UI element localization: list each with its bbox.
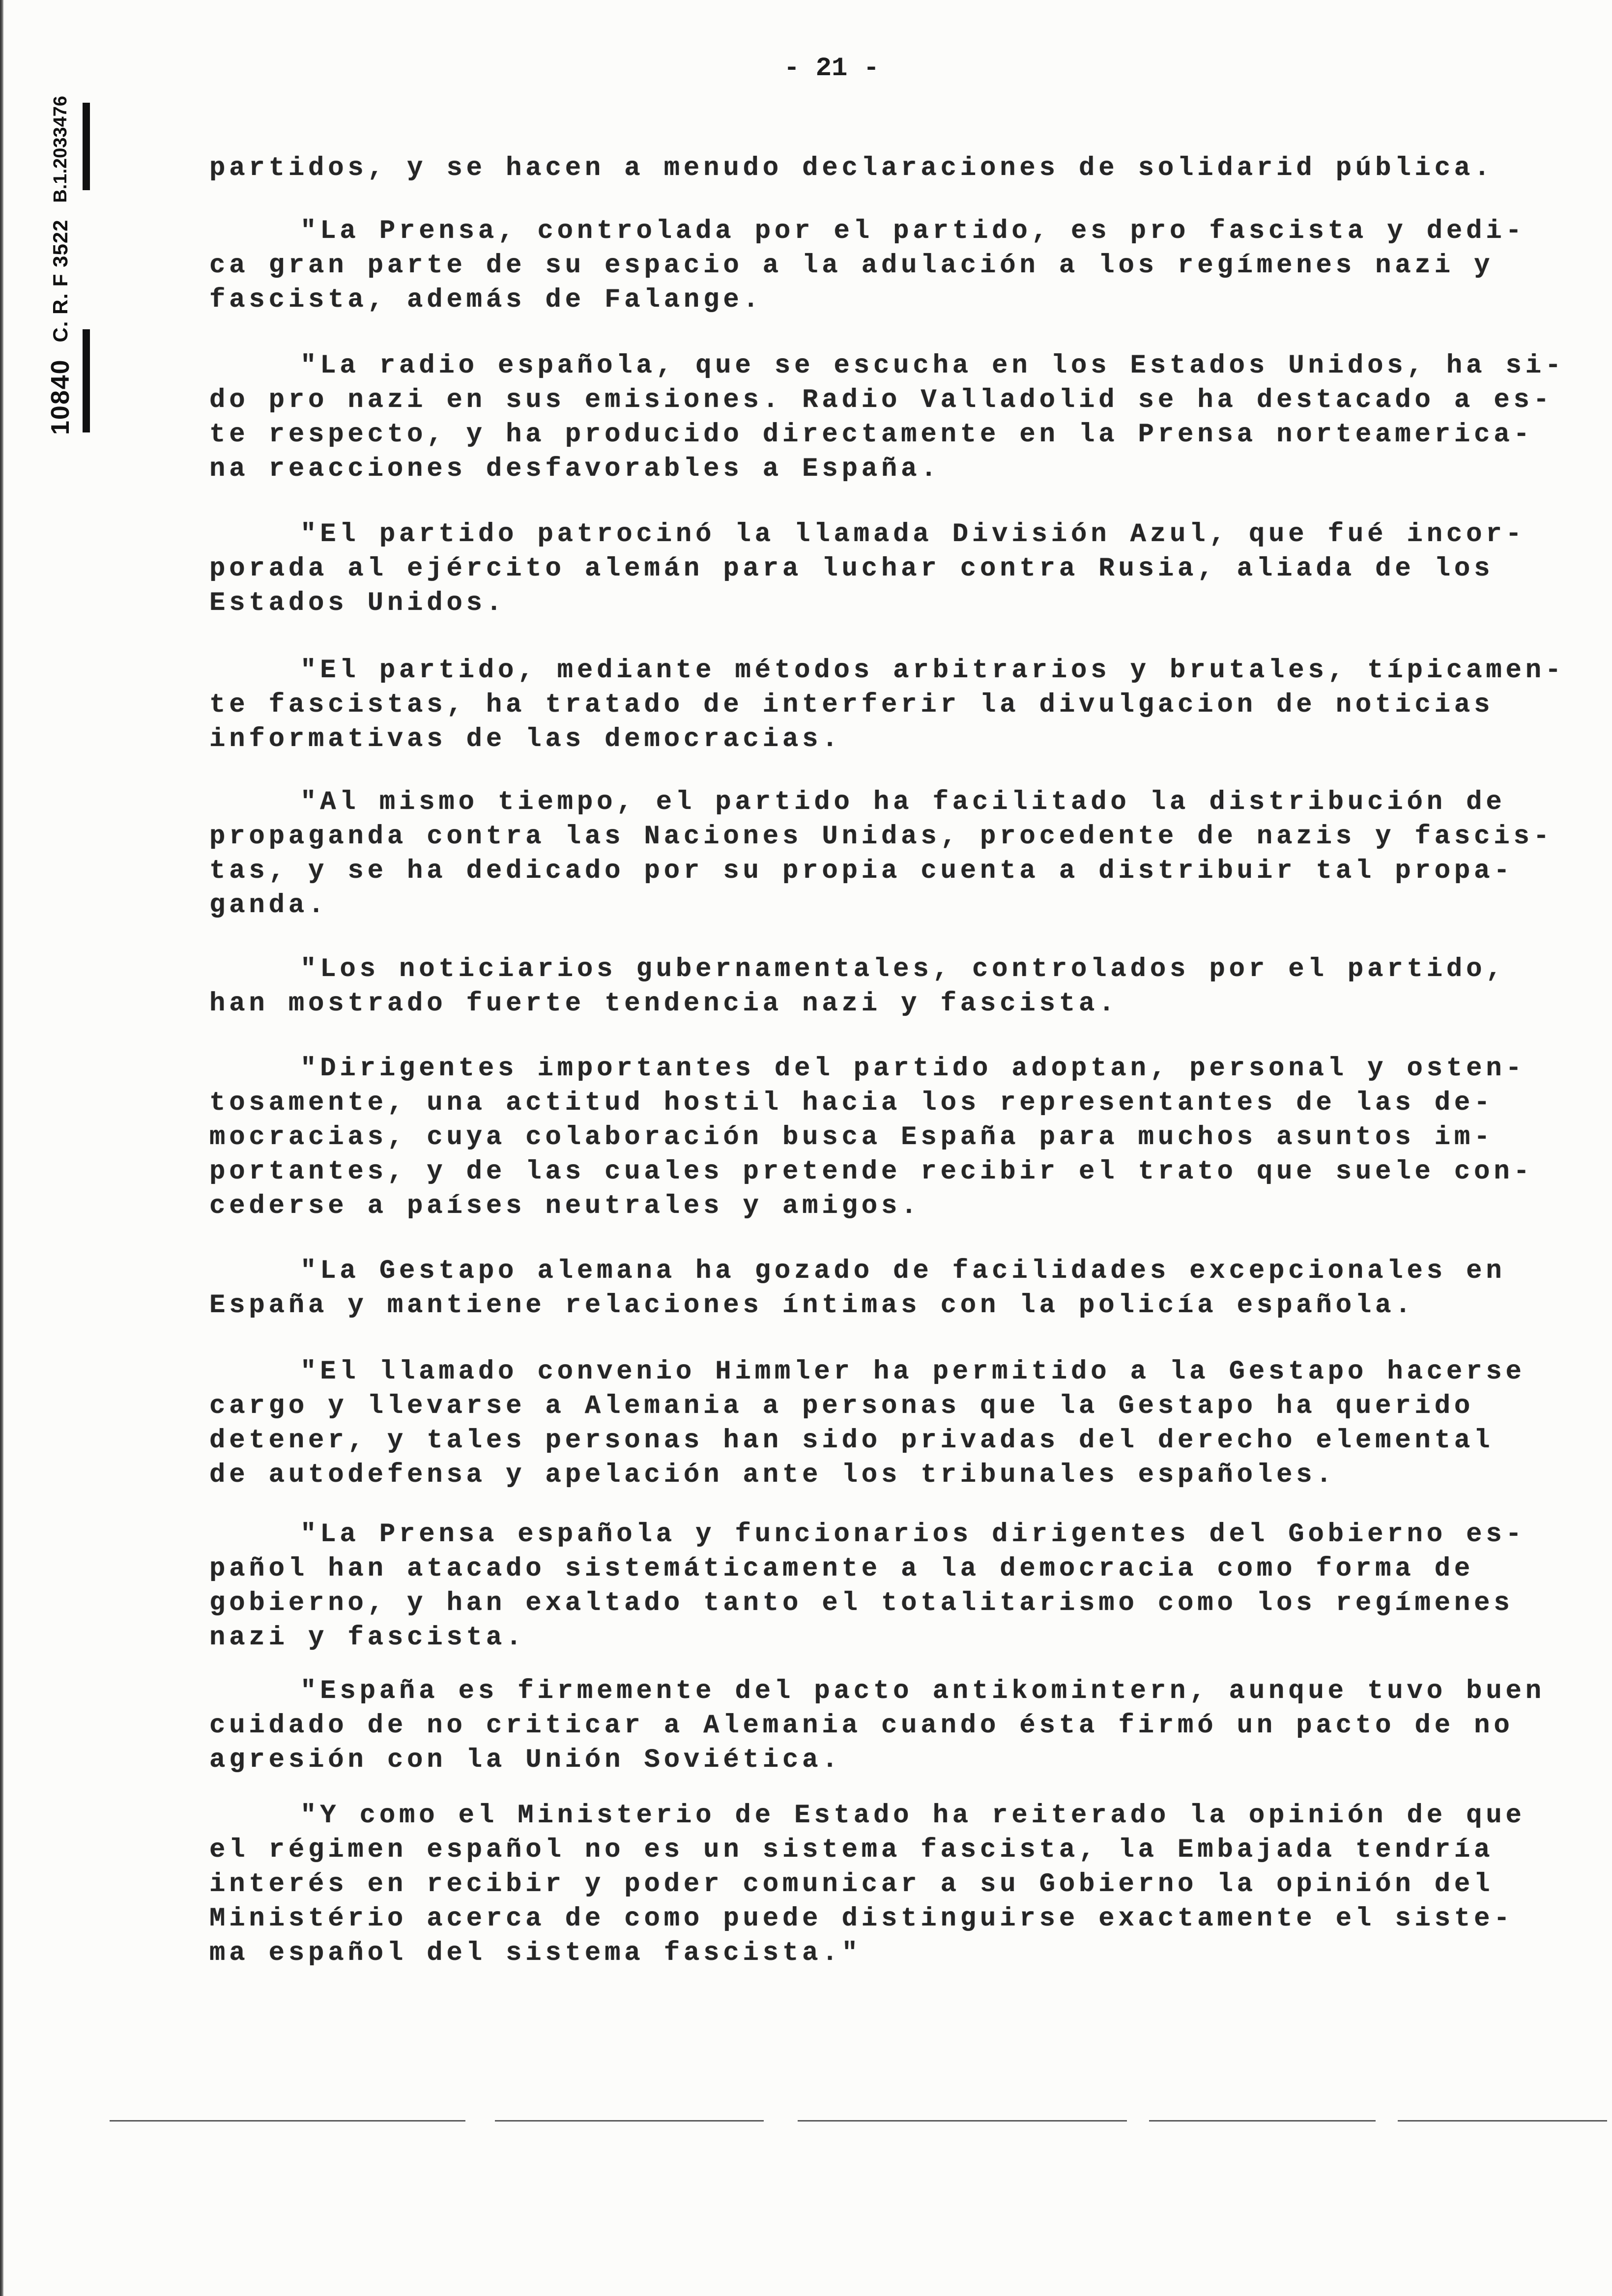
text-line: ca gran parte de su espacio a la adulación a los regímenes nazi y	[209, 251, 1494, 281]
document-body	[209, 0, 1585, 2296]
text-line: interés en recibir y poder comunicar a su Gobierno la opinión del	[209, 1869, 1494, 1899]
text-line: partidos, y se hacen a menudo declaraciones de solidarid pública.	[209, 153, 1494, 183]
text-line: "El partido patrocinó la llamada División Azul, que fué incor-	[300, 519, 1526, 549]
text-line: "La Prensa española y funcionarios dirigentes del Gobierno es-	[300, 1520, 1526, 1550]
text-line: cederse a países neutrales y amigos.	[209, 1191, 921, 1221]
text-line: han mostrado fuerte tendencia nazi y fascista.	[209, 989, 1119, 1019]
text-line: nazi y fascista.	[209, 1623, 526, 1653]
paragraph	[209, 1518, 1585, 1655]
paragraph	[209, 1254, 1585, 1323]
text-line: "Al mismo tiempo, el partido ha facilitado la distribución de	[300, 787, 1506, 817]
scan-edge-shadow	[0, 0, 4, 2296]
stamp-code: B.1.2033476	[50, 96, 71, 203]
text-line: "Los noticiarios gubernamentales, controlados por el partido,	[300, 954, 1506, 984]
text-line: fascista, además de Falange.	[209, 285, 763, 315]
text-line: mocracias, cuya colaboración busca España para muchos asuntos im-	[209, 1122, 1494, 1152]
text-line: "España es firmemente del pacto antikomintern, aunque tuvo buen	[300, 1676, 1545, 1706]
paragraph	[209, 1052, 1585, 1224]
text-line: na reacciones desfavorables a España.	[209, 454, 941, 484]
text-line: Ministério acerca de como puede distinguirse exactamente el siste-	[209, 1904, 1514, 1934]
archive-stamp-text	[43, 96, 78, 435]
text-line: "El llamado convenio Himmler ha permitido a la Gestapo hacerse	[300, 1357, 1526, 1387]
text-line: do pro nazi en sus emisiones. Radio Valladolid se ha destacado a es-	[209, 385, 1553, 415]
text-line: tosamente, una actitud hostil hacia los representantes de las de-	[209, 1088, 1494, 1118]
paragraph	[209, 517, 1585, 621]
paragraph	[209, 1355, 1585, 1492]
text-line: "La Prensa, controlada por el partido, es pro fascista y dedi-	[300, 216, 1526, 246]
footer-rule-segment	[1398, 2120, 1607, 2122]
text-line: porada al ejército alemán para luchar contra Rusia, aliada de los	[209, 554, 1494, 584]
text-line: el régimen español no es un sistema fascista, la Embajada tendría	[209, 1835, 1494, 1865]
footer-rule-segment	[110, 2120, 465, 2122]
paragraph	[209, 1674, 1585, 1778]
text-line: te respecto, y ha producido directamente en la Prensa norteamerica-	[209, 420, 1533, 450]
paragraph	[209, 785, 1585, 923]
stamp-bar	[83, 329, 90, 432]
text-line: "El partido, mediante métodos arbitrarios y brutales, típicamen-	[300, 656, 1565, 686]
stamp-reference: C. R. F 3522	[49, 219, 72, 343]
text-line: "Y como el Ministerio de Estado ha reiterado la opinión de que	[300, 1801, 1526, 1831]
text-line: cargo y llevarse a Alemania a personas que la Gestapo ha querido	[209, 1391, 1474, 1421]
text-line: España y mantiene relaciones íntimas con la policía española.	[209, 1291, 1415, 1320]
text-line: pañol han atacado sistemáticamente a la democracia como forma de	[209, 1554, 1474, 1584]
footer-rule-segment	[495, 2120, 764, 2122]
footer-rule-segment	[1149, 2120, 1376, 2122]
paragraph	[209, 952, 1585, 1021]
text-line: propaganda contra las Naciones Unidas, procedente de nazis y fascis-	[209, 822, 1553, 852]
footer-rule-segment	[798, 2120, 1127, 2122]
text-line: cuidado de no criticar a Alemania cuando ésta firmó un pacto de no	[209, 1711, 1514, 1741]
text-line: te fascistas, ha tratado de interferir la divulgacion de noticias	[209, 690, 1494, 720]
text-line: informativas de las democracias.	[209, 724, 842, 754]
text-line: gobierno, y han exaltado tanto el totalitarismo como los regímenes	[209, 1588, 1514, 1618]
paragraph	[209, 151, 1585, 186]
paragraph	[209, 214, 1585, 317]
text-line: ma español del sistema fascista."	[209, 1938, 862, 1968]
text-line: portantes, y de las cuales pretende recibir el trato que suele con-	[209, 1157, 1533, 1187]
text-line: "Dirigentes importantes del partido adoptan, personal y osten-	[300, 1054, 1526, 1084]
text-line: de autodefensa y apelación ante los tribunales españoles.	[209, 1460, 1336, 1490]
text-line: Estados Unidos.	[209, 588, 506, 618]
archive-stamp	[43, 96, 92, 435]
page-number: - 21 -	[783, 54, 880, 84]
text-line: "La radio española, que se escucha en los Estados Unidos, ha si-	[300, 351, 1565, 381]
text-line: agresión con la Unión Soviética.	[209, 1745, 842, 1775]
text-line: ganda.	[209, 890, 328, 920]
text-line: "La Gestapo alemana ha gozado de facilidades excepcionales en	[300, 1256, 1506, 1286]
text-line: detener, y tales personas han sido privadas del derecho elemental	[209, 1426, 1494, 1456]
paragraph	[209, 1799, 1585, 1971]
text-line: tas, y se ha dedicado por su propia cuenta a distribuir tal propa-	[209, 856, 1514, 886]
stamp-number: 10840	[46, 359, 75, 435]
stamp-bar	[83, 103, 90, 190]
paragraph	[209, 349, 1585, 487]
paragraph	[209, 654, 1585, 757]
